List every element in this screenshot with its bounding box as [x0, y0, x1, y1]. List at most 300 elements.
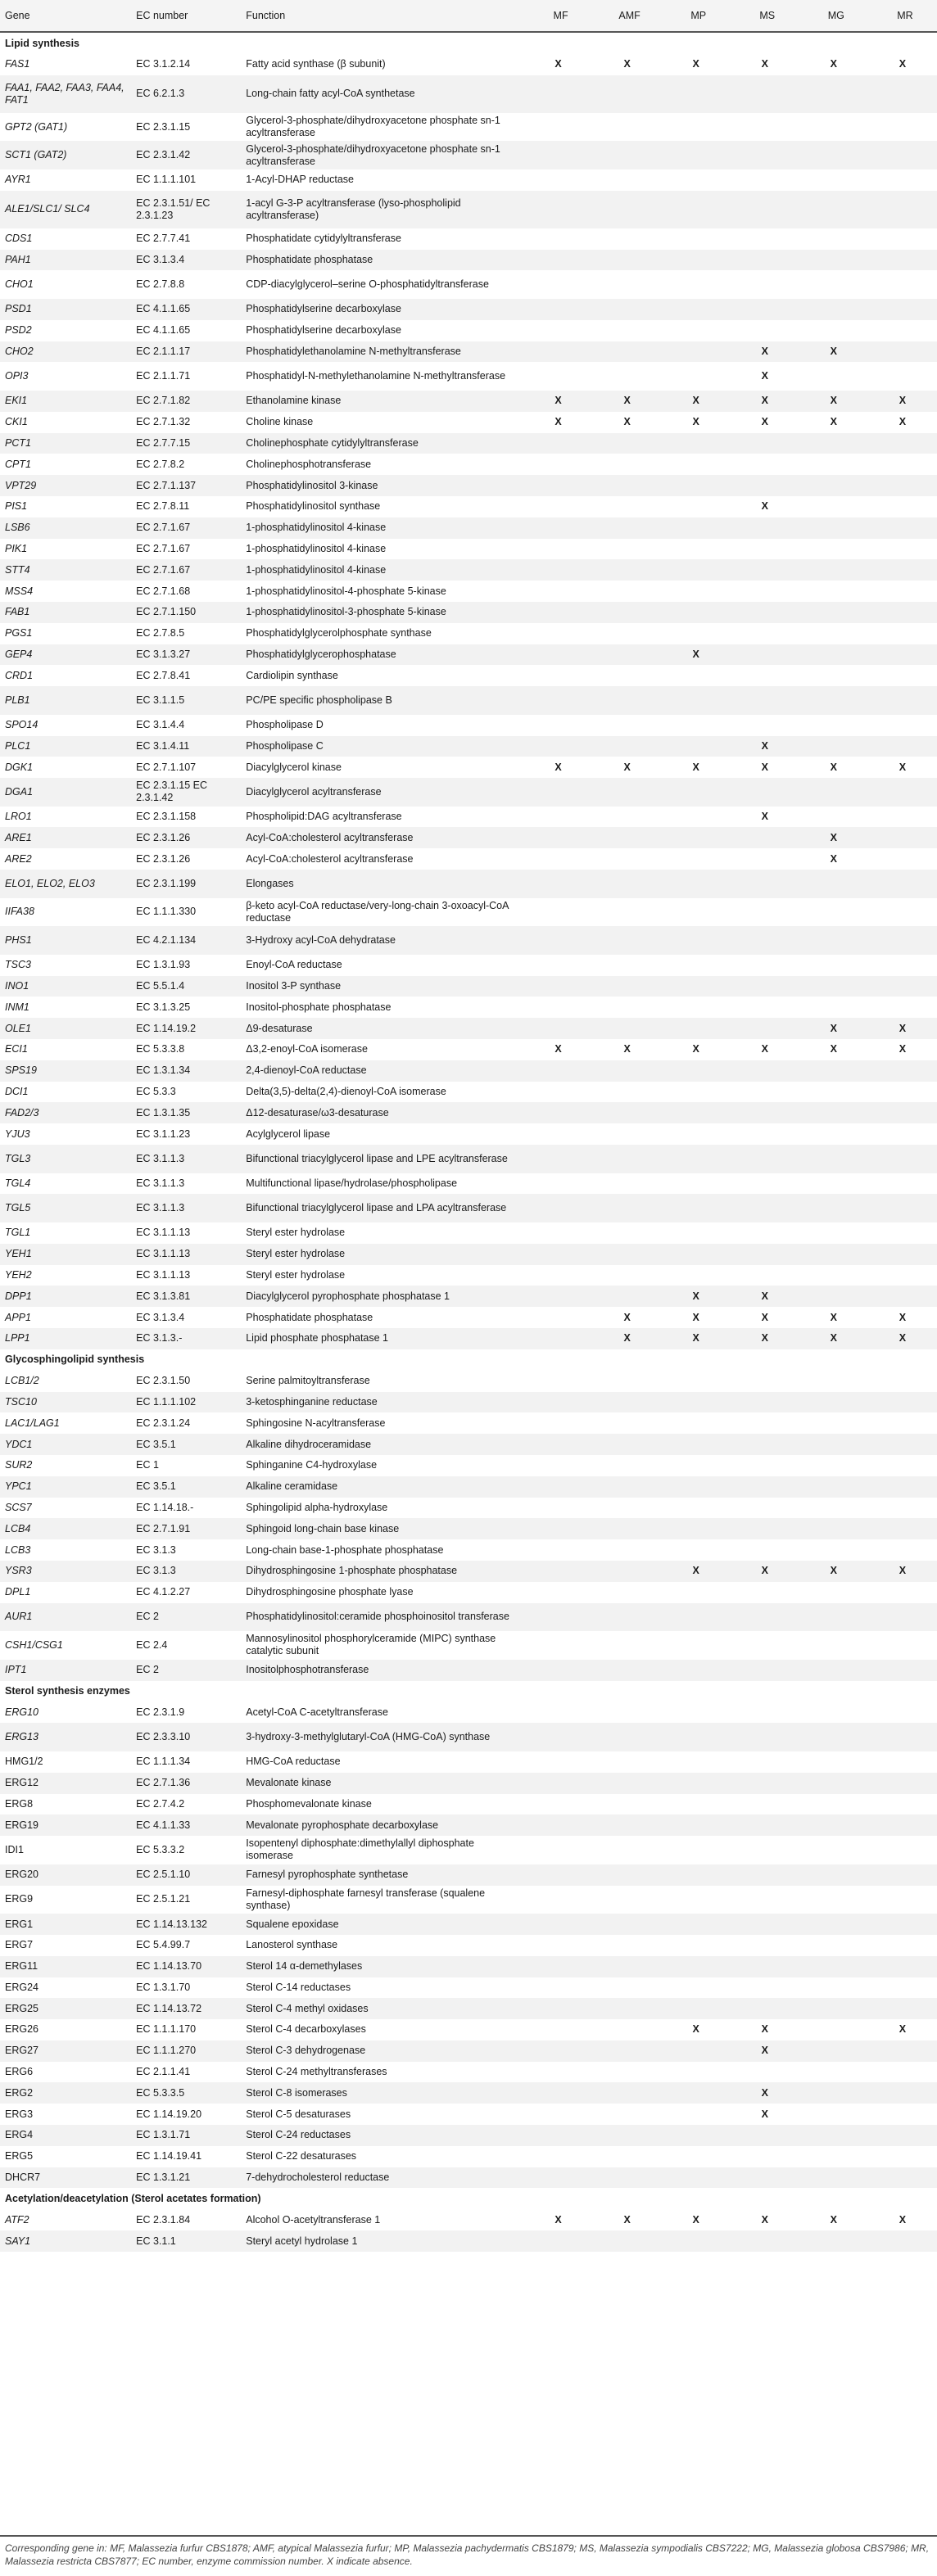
- absence-mark-mg: [799, 1864, 868, 1886]
- absence-mark-mg: [799, 1412, 868, 1434]
- absence-mark-mf: [524, 517, 593, 539]
- absence-mark-amf: [593, 778, 662, 807]
- absence-mark-mf: [524, 736, 593, 757]
- absence-mark-ms: [731, 1631, 799, 1660]
- absence-mark-mf: [524, 1434, 593, 1455]
- absence-mark-mp: X: [662, 1561, 731, 1582]
- gene-cell: ERG5: [5, 2150, 34, 2162]
- absence-mark-amf: [593, 1914, 662, 1935]
- ec-number-cell: EC 3.1.1.13: [136, 1269, 191, 1281]
- absence-mark-mr: [868, 1518, 937, 1539]
- absence-mark-mp: [662, 1412, 731, 1434]
- absence-mark-mr: X: [899, 416, 907, 428]
- absence-mark-mf: [524, 1603, 593, 1632]
- gene-cell: ECI1: [5, 1043, 28, 1055]
- table-body: [0, 32, 937, 2252]
- absence-mark-mp: [662, 602, 731, 623]
- absence-mark-mr: [868, 1434, 937, 1455]
- absence-mark-ms: [731, 581, 799, 602]
- absence-mark-amf: [593, 581, 662, 602]
- absence-mark-mp: [662, 539, 731, 560]
- gene-cell: ERG25: [0, 1998, 131, 2019]
- absence-mark-mr: [868, 807, 937, 828]
- absence-mark-mg: [799, 997, 868, 1018]
- absence-mark-mr: [868, 1145, 937, 1173]
- table-row: [0, 228, 937, 250]
- header-mr: MR: [868, 0, 937, 32]
- absence-mark-mg: [799, 1102, 868, 1123]
- gene-cell: ERG24: [5, 1981, 38, 1993]
- absence-mark-mf: [524, 1631, 593, 1660]
- absence-mark-mp: X: [692, 58, 699, 70]
- absence-mark-mf: [524, 1561, 593, 1582]
- absence-mark-amf: [593, 1498, 662, 1519]
- absence-mark-mr: [868, 191, 937, 228]
- absence-mark-mg: [799, 2230, 868, 2252]
- absence-mark-mg: [799, 1998, 868, 2019]
- table-row: [0, 496, 937, 517]
- absence-mark-ms: [731, 1060, 799, 1082]
- absence-mark-amf: [593, 2062, 662, 2083]
- table-row: [0, 1977, 937, 1999]
- gene-cell: LCB3: [5, 1543, 31, 1556]
- absence-mark-mg: [799, 1836, 868, 1864]
- absence-mark-ms: [731, 1814, 799, 1836]
- function-cell: Phospholipase C: [241, 736, 523, 757]
- table-row: [0, 976, 937, 997]
- gene-cell: ERG9: [5, 1893, 34, 1905]
- absence-mark-mf: [524, 2104, 593, 2125]
- absence-mark-mf: [524, 2230, 593, 2252]
- absence-mark-ms: [731, 1265, 799, 1286]
- gene-cell: GEP4: [0, 644, 131, 666]
- absence-mark-mg: [799, 191, 868, 228]
- absence-mark-ms: [731, 1476, 799, 1498]
- gene-cell: IIFA38: [5, 906, 34, 918]
- absence-mark-mg: [799, 1392, 868, 1413]
- absence-mark-ms: [731, 623, 799, 644]
- function-cell: Mevalonate pyrophosphate decarboxylase: [241, 1814, 523, 1836]
- ec-number-cell: EC 1.14.19.41: [136, 2150, 202, 2162]
- absence-mark-ms: [731, 1392, 799, 1413]
- function-cell: Enoyl-CoA reductase: [246, 959, 342, 971]
- section-title: Acetylation/deacetylation (Sterol acetates formation): [5, 2192, 261, 2204]
- absence-mark-amf: [593, 1244, 662, 1265]
- absence-mark-ms: [731, 1702, 799, 1724]
- absence-mark-mr: X: [899, 761, 907, 773]
- absence-mark-ms: [731, 1518, 799, 1539]
- absence-mark-mg: [799, 169, 868, 191]
- absence-mark-ms: [731, 715, 799, 736]
- function-cell: 1-phosphatidylinositol-4-phosphate 5-kinase: [246, 585, 446, 597]
- absence-mark-mg: [799, 113, 868, 142]
- absence-mark-mp: [662, 191, 731, 228]
- absence-mark-mp: [662, 926, 731, 955]
- absence-mark-mf: [524, 2146, 593, 2167]
- function-cell: Mannosylinositol phosphorylceramide (MIPC) synthase catalytic subunit: [246, 1633, 496, 1657]
- gene-cell: SAY1: [0, 2230, 131, 2252]
- absence-mark-amf: [593, 926, 662, 955]
- absence-mark-amf: [593, 898, 662, 927]
- absence-mark-amf: X: [623, 1311, 631, 1323]
- absence-mark-ms: [731, 475, 799, 496]
- table-row: [0, 1631, 937, 1660]
- function-cell: Phosphomevalonate kinase: [246, 1797, 372, 1810]
- table-row: [0, 412, 937, 433]
- absence-mark-mf: [524, 1814, 593, 1836]
- absence-mark-mp: [662, 1977, 731, 1999]
- absence-mark-ms: [731, 539, 799, 560]
- absence-mark-ms: [731, 602, 799, 623]
- absence-mark-mr: [868, 496, 937, 517]
- gene-cell: ERG12: [0, 1773, 131, 1794]
- absence-mark-mf: [524, 191, 593, 228]
- gene-cell: LCB4: [0, 1518, 131, 1539]
- absence-mark-mp: [662, 1498, 731, 1519]
- absence-mark-mr: [868, 270, 937, 299]
- function-cell: β-keto acyl-CoA reductase/very-long-chain 3-oxoacyl-CoA reductase: [246, 899, 509, 924]
- ec-number-cell: EC 4.1.1.65: [131, 299, 241, 320]
- absence-mark-mf: [524, 898, 593, 927]
- function-cell: 2,4-dienoyl-CoA reductase: [241, 1060, 523, 1082]
- ec-number-cell: EC 1.1.1.101: [136, 174, 197, 186]
- gene-cell: ERG7: [5, 1939, 34, 1951]
- function-cell: Phospholipid:DAG acyltransferase: [246, 811, 402, 823]
- absence-mark-amf: [593, 2104, 662, 2125]
- absence-mark-mp: [662, 1998, 731, 2019]
- table-row: [0, 1082, 937, 1103]
- ec-number-cell: EC 2.7.4.2: [136, 1797, 185, 1810]
- absence-mark-mg: [799, 2167, 868, 2189]
- absence-mark-mg: [799, 250, 868, 271]
- table-row: [0, 141, 937, 169]
- ec-number-cell: EC 1.14.19.2: [131, 1018, 241, 1039]
- function-cell: Cholinephosphotransferase: [246, 458, 372, 470]
- absence-mark-mr: [868, 433, 937, 454]
- absence-mark-mp: X: [692, 1043, 699, 1055]
- absence-mark-mp: [662, 1886, 731, 1914]
- gene-cell: ERG4: [0, 2125, 131, 2146]
- table-row: [0, 1244, 937, 1265]
- function-cell: Long-chain fatty acyl-CoA synthetase: [241, 75, 523, 113]
- absence-mark-mg: [799, 2146, 868, 2167]
- gene-cell: ERG2: [0, 2082, 131, 2104]
- function-cell: Glycerol-3-phosphate/dihydroxyacetone phosphate sn-1 acyltransferase: [246, 115, 500, 139]
- absence-mark-amf: [593, 955, 662, 976]
- absence-mark-amf: [593, 141, 662, 169]
- absence-mark-mg: [799, 1914, 868, 1935]
- function-cell: HMG-CoA reductase: [246, 1756, 341, 1768]
- absence-mark-ms: [731, 1102, 799, 1123]
- function-cell: 1-phosphatidylinositol 4-kinase: [241, 559, 523, 581]
- gene-cell: STT4: [0, 559, 131, 581]
- absence-mark-mr: [868, 1102, 937, 1123]
- table-row: [0, 320, 937, 341]
- ec-number-cell: EC 5.3.3.5: [131, 2082, 241, 2104]
- table-row: [0, 955, 937, 976]
- absence-mark-mf: [524, 539, 593, 560]
- absence-mark-mp: [662, 2125, 731, 2146]
- ec-number-cell: EC 3.1.3.27: [131, 644, 241, 666]
- ec-number-cell: EC 1.14.13.72: [131, 1998, 241, 2019]
- absence-mark-mf: [524, 228, 593, 250]
- function-cell: Acetyl-CoA C-acetyltransferase: [246, 1706, 388, 1718]
- absence-mark-ms: X: [761, 761, 768, 773]
- absence-mark-mg: X: [799, 1328, 868, 1349]
- gene-cell: YEH1: [0, 1244, 131, 1265]
- absence-mark-mr: [868, 299, 937, 320]
- function-cell: Bifunctional triacylglycerol lipase and LPE acyltransferase: [241, 1145, 523, 1173]
- table-footnote: Corresponding gene in: MF, Malassezia furfur CBS1878; AMF, atypical Malassezia furfur; MP, Malassezia pachydermatis CBS1879; MS, Malassezia sympodialis CBS7222; MG, Malassezia globosa CBS7986; MR, Malassezia restricta CBS7877; EC number, enzyme commission number. X indicate absence.: [0, 2535, 937, 2568]
- gene-cell: ERG27: [0, 2040, 131, 2062]
- absence-mark-mg: [799, 517, 868, 539]
- absence-mark-ms: [731, 1794, 799, 1815]
- table-row: [0, 75, 937, 113]
- absence-mark-mg: [799, 1539, 868, 1561]
- absence-mark-mp: [662, 898, 731, 927]
- absence-mark-ms: [731, 433, 799, 454]
- function-cell: Mevalonate kinase: [241, 1773, 523, 1794]
- table-row: [0, 362, 937, 391]
- absence-mark-mr: X: [899, 2213, 907, 2226]
- function-cell: Bifunctional triacylglycerol lipase and LPA acyltransferase: [241, 1194, 523, 1222]
- absence-mark-mg: [799, 141, 868, 169]
- absence-mark-mf: [524, 2125, 593, 2146]
- table-row: [0, 1836, 937, 1864]
- absence-mark-mp: [662, 1582, 731, 1603]
- absence-mark-mp: [662, 1476, 731, 1498]
- gene-cell: VPT29: [0, 475, 131, 496]
- gene-cell: EKI1: [0, 391, 131, 412]
- function-cell: 1-phosphatidylinositol-3-phosphate 5-kinase: [241, 602, 523, 623]
- absence-mark-amf: [593, 1173, 662, 1195]
- gene-cell: ERG8: [5, 1797, 34, 1810]
- absence-mark-amf: [593, 1434, 662, 1455]
- absence-mark-mf: [524, 1244, 593, 1265]
- absence-mark-mp: [662, 1935, 731, 1956]
- absence-mark-mr: [868, 1194, 937, 1222]
- ec-number-cell: EC 6.2.1.3: [131, 75, 241, 113]
- absence-mark-ms: [731, 1498, 799, 1519]
- gene-cell: PHS1: [0, 926, 131, 955]
- absence-mark-amf: [593, 1145, 662, 1173]
- ec-number-cell: EC 2: [131, 1603, 241, 1632]
- absence-mark-ms: [731, 320, 799, 341]
- ec-number-cell: EC 2.3.1.84: [136, 2213, 191, 2226]
- absence-mark-ms: [731, 1603, 799, 1632]
- ec-number-cell: EC 5.3.3.8: [136, 1043, 185, 1055]
- absence-mark-mr: [868, 141, 937, 169]
- absence-mark-mf: [524, 141, 593, 169]
- absence-mark-mr: [868, 848, 937, 870]
- absence-mark-amf: [593, 1286, 662, 1307]
- absence-mark-mr: [868, 778, 937, 807]
- absence-mark-mr: [868, 169, 937, 191]
- table-row: [0, 2062, 937, 2083]
- absence-mark-ms: X: [731, 1286, 799, 1307]
- absence-mark-amf: [593, 623, 662, 644]
- gene-cell: YEH2: [5, 1269, 32, 1281]
- absence-mark-mr: [868, 644, 937, 666]
- function-cell: Glycerol-3-phosphate/dihydroxyacetone phosphate sn-1 acyltransferase: [241, 141, 523, 169]
- function-cell: Inositolphosphotransferase: [241, 1660, 523, 1681]
- gene-cell: DGA1: [0, 778, 131, 807]
- gene-cell: LPP1: [0, 1328, 131, 1349]
- absence-mark-mg: [799, 539, 868, 560]
- absence-mark-mp: [662, 141, 731, 169]
- table-row: [0, 2125, 937, 2146]
- absence-mark-mf: [524, 1498, 593, 1519]
- absence-mark-mg: [799, 1498, 868, 1519]
- table-row: [0, 1265, 937, 1286]
- absence-mark-ms: X: [761, 370, 768, 382]
- absence-mark-amf: [593, 827, 662, 848]
- table-row: [0, 539, 937, 560]
- absence-mark-mf: X: [555, 416, 562, 428]
- absence-mark-mp: [662, 2167, 731, 2189]
- absence-mark-mg: [799, 955, 868, 976]
- gene-cell: IPT1: [0, 1660, 131, 1681]
- absence-mark-mp: [662, 1123, 731, 1145]
- table-row: [0, 454, 937, 475]
- table-row: [0, 581, 937, 602]
- header-amf: AMF: [593, 0, 662, 32]
- absence-mark-mg: [799, 2062, 868, 2083]
- absence-mark-mg: [799, 1082, 868, 1103]
- table-row: [0, 1173, 937, 1195]
- absence-mark-amf: [593, 1836, 662, 1864]
- absence-mark-mr: [868, 1814, 937, 1836]
- absence-mark-amf: [593, 1018, 662, 1039]
- absence-mark-mf: [524, 1914, 593, 1935]
- ec-number-cell: EC 2.7.1.36: [131, 1773, 241, 1794]
- absence-mark-amf: [593, 2230, 662, 2252]
- gene-cell: FAA1, FAA2, FAA3, FAA4, FAT1: [0, 75, 131, 113]
- absence-mark-mr: [868, 581, 937, 602]
- absence-mark-mg: [799, 1244, 868, 1265]
- absence-mark-amf: [593, 191, 662, 228]
- function-cell: Farnesyl-diphosphate farnesyl transferase (squalene synthase): [246, 1887, 486, 1911]
- function-cell: Phosphatidylinositol synthase: [246, 500, 381, 513]
- function-cell: Sphinganine C4-hydroxylase: [246, 1459, 378, 1471]
- absence-mark-mr: [868, 736, 937, 757]
- absence-mark-ms: X: [761, 500, 768, 513]
- ec-number-cell: EC 3.1.1.13: [131, 1244, 241, 1265]
- absence-mark-ms: [731, 1935, 799, 1956]
- absence-mark-mr: [868, 475, 937, 496]
- function-cell: Fatty acid synthase (β subunit): [246, 58, 386, 70]
- absence-mark-ms: X: [731, 391, 799, 412]
- absence-mark-ms: X: [731, 1561, 799, 1582]
- absence-mark-ms: X: [761, 1311, 768, 1323]
- absence-mark-ms: [731, 299, 799, 320]
- ec-number-cell: EC 2.3.1.24: [136, 1417, 191, 1429]
- function-cell: Isopentenyl diphosphate:dimethylallyl diphosphate isomerase: [246, 1837, 474, 1862]
- ec-number-cell: EC 2.1.1.41: [136, 2066, 191, 2078]
- absence-mark-mf: [524, 2082, 593, 2104]
- function-cell: Serine palmitoyltransferase: [246, 1375, 370, 1387]
- absence-mark-amf: [593, 299, 662, 320]
- absence-mark-mg: X: [799, 1018, 868, 1039]
- absence-mark-mr: [868, 1476, 937, 1498]
- absence-mark-amf: [593, 1751, 662, 1773]
- ec-number-cell: EC 2.5.1.21: [136, 1893, 191, 1905]
- absence-mark-mp: [662, 1773, 731, 1794]
- function-cell: Dihydrosphingosine phosphate lyase: [246, 1586, 414, 1598]
- absence-mark-mg: [799, 1814, 868, 1836]
- gene-cell: CHO1: [5, 278, 34, 291]
- function-cell: 3-hydroxy-3-methylglutaryl-CoA (HMG-CoA) synthase: [241, 1723, 523, 1751]
- absence-mark-mp: [662, 1956, 731, 1977]
- absence-mark-ms: [731, 1082, 799, 1103]
- function-cell: Diacylglycerol pyrophosphate phosphatase 1: [241, 1286, 523, 1307]
- absence-mark-mp: [662, 2146, 731, 2167]
- absence-mark-mf: [524, 1836, 593, 1864]
- function-cell: Phosphatidyl-N-methylethanolamine N-methyltransferase: [246, 370, 506, 382]
- function-cell: Sterol C-14 reductases: [246, 1981, 351, 1993]
- absence-mark-mp: [662, 75, 731, 113]
- gene-cell: DGK1: [5, 761, 34, 773]
- table-row: [0, 736, 937, 757]
- ec-number-cell: EC 2.7.1.68: [136, 585, 191, 597]
- absence-mark-mr: [868, 1935, 937, 1956]
- absence-mark-ms: X: [761, 2213, 768, 2226]
- absence-mark-amf: [593, 341, 662, 363]
- absence-mark-mp: [662, 1539, 731, 1561]
- absence-mark-mp: [662, 2104, 731, 2125]
- absence-mark-ms: [731, 644, 799, 666]
- function-cell: Inositol 3-P synthase: [241, 976, 523, 997]
- ec-number-cell: EC 2.3.1.26: [136, 852, 191, 865]
- ec-number-cell: EC 3.1.1.5: [131, 686, 241, 715]
- absence-mark-mg: [799, 1060, 868, 1082]
- absence-mark-mf: [524, 169, 593, 191]
- absence-mark-ms: [731, 228, 799, 250]
- gene-cell: FAD2/3: [0, 1102, 131, 1123]
- absence-mark-mg: [799, 1371, 868, 1392]
- function-cell: Diacylglycerol kinase: [246, 761, 342, 773]
- gene-cell: ARE1: [0, 827, 131, 848]
- absence-mark-mg: [799, 1518, 868, 1539]
- header-gene: Gene: [0, 0, 131, 32]
- table-row: [0, 1039, 937, 1060]
- absence-mark-mg: [799, 1476, 868, 1498]
- absence-mark-ms: [731, 2230, 799, 2252]
- absence-mark-mr: [868, 2125, 937, 2146]
- absence-mark-mf: [524, 113, 593, 142]
- absence-mark-ms: [731, 1582, 799, 1603]
- function-cell: Sterol C-8 isomerases: [241, 2082, 523, 2104]
- absence-mark-mp: [662, 1102, 731, 1123]
- gene-cell: AYR1: [5, 174, 31, 186]
- function-cell: Phosphatidate phosphatase: [246, 1311, 373, 1323]
- absence-mark-ms: [731, 1751, 799, 1773]
- absence-mark-mg: [799, 362, 868, 391]
- function-cell: Steryl ester hydrolase: [241, 1244, 523, 1265]
- gene-cell: PSD2: [5, 324, 32, 337]
- absence-mark-mf: [524, 299, 593, 320]
- absence-mark-mg: [799, 1977, 868, 1999]
- absence-mark-mp: [662, 870, 731, 898]
- absence-mark-mf: [524, 433, 593, 454]
- absence-mark-amf: [593, 1886, 662, 1914]
- table-row: [0, 827, 937, 848]
- table-row: [0, 433, 937, 454]
- absence-mark-ms: X: [761, 416, 768, 428]
- absence-mark-amf: [593, 320, 662, 341]
- absence-mark-mr: [868, 1794, 937, 1815]
- gene-cell: PLC1: [0, 736, 131, 757]
